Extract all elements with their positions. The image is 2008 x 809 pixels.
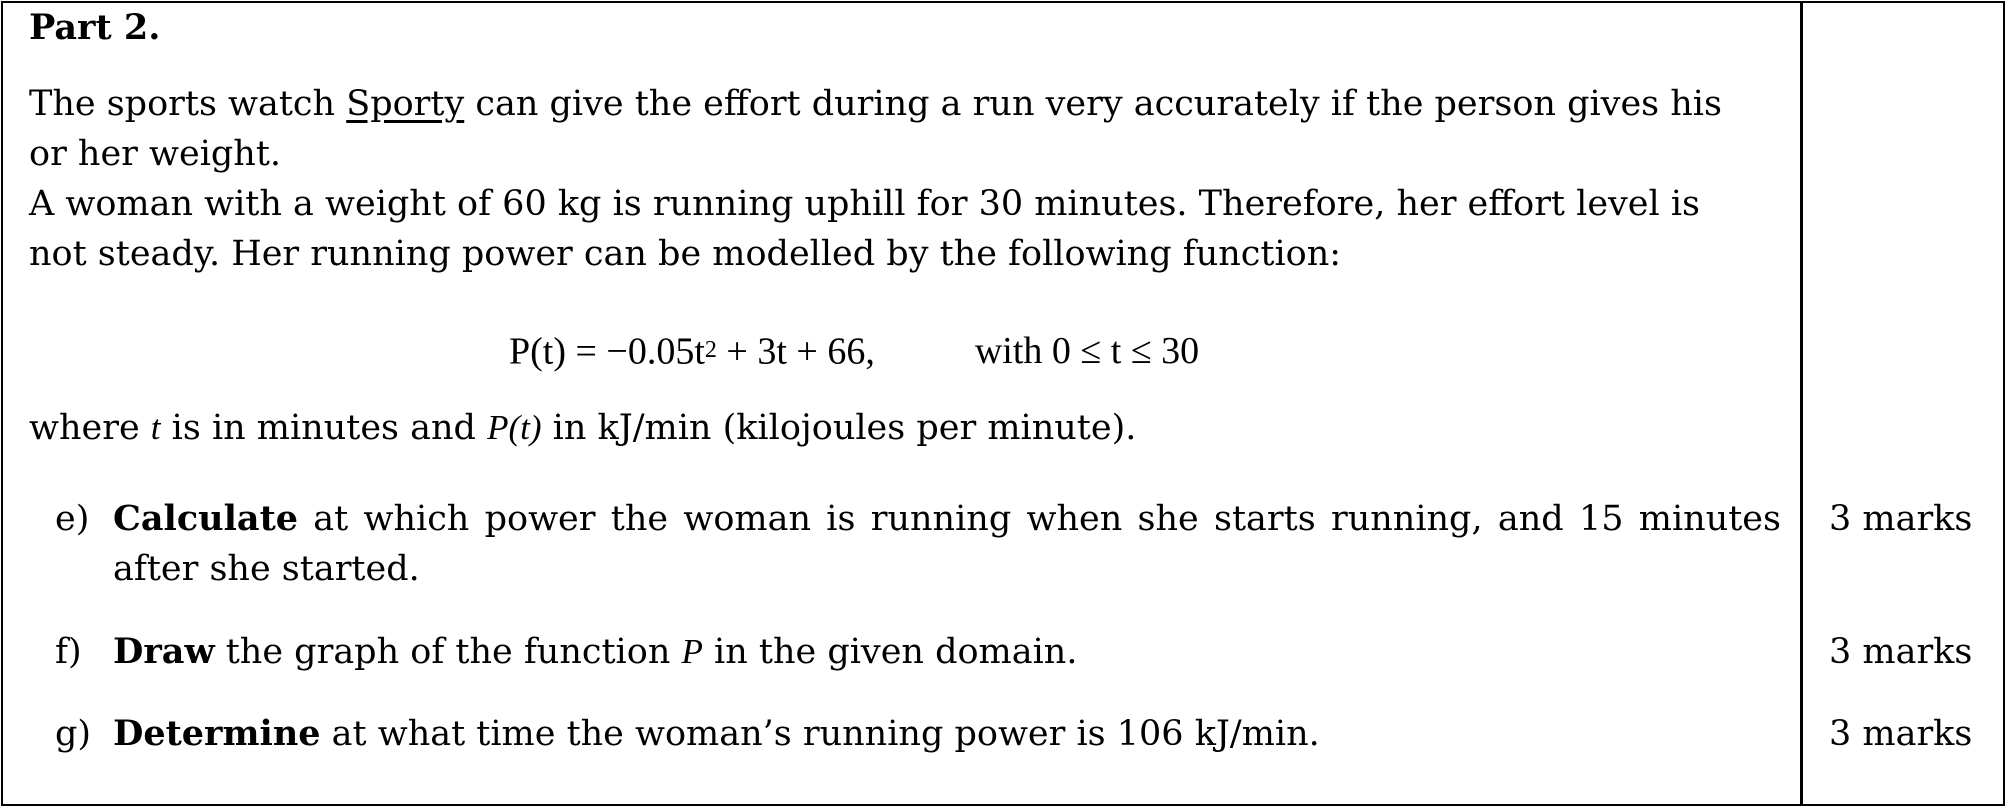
question-e-verb: Calculate — [113, 498, 298, 539]
units-before: where — [29, 408, 151, 448]
question-g-verb: Determine — [113, 713, 321, 754]
units-middle: is in minutes and — [160, 408, 488, 448]
units-var: t — [150, 408, 161, 447]
question-g-text — [113, 709, 1781, 759]
question-f-var: P — [681, 632, 703, 671]
intro-text-before: The sports watch — [29, 84, 347, 124]
question-g-body: at what time the woman’s running power is 106 kJ/min. — [320, 714, 1320, 754]
question-f-verb: Draw — [113, 631, 215, 672]
intro-line-1 — [29, 79, 1722, 129]
intro-para2-line-2: not steady. Her running power can be modelled by the following function: — [29, 234, 1342, 274]
units-func: P(t) — [487, 408, 542, 447]
question-e-body: at which power the woman is running when she starts running, and 15 minutes after she started. — [113, 499, 1781, 589]
formula-exponent: 2 — [704, 337, 717, 363]
question-f-body-before: the graph of the function — [214, 632, 682, 672]
question-f-letter: f) — [55, 632, 82, 672]
question-f-body-after: in the given domain. — [702, 632, 1078, 672]
question-g-letter: g) — [55, 714, 92, 754]
question-e-letter: e) — [55, 499, 90, 539]
power-function-formula — [509, 325, 1199, 383]
question-e-marks: 3 marks — [1829, 499, 1973, 539]
question-f-marks: 3 marks — [1829, 632, 1973, 672]
intro-text-after: can give the effort during a run very accurately if the person gives his — [464, 84, 1722, 124]
formula-lhs: P(t) = −0.05t — [509, 330, 705, 373]
intro-line-2: or her weight. — [29, 134, 282, 174]
intro-para2-line-1: A woman with a weight of 60 kg is running uphill for 30 minutes. Therefore, her effort level is — [29, 184, 1700, 224]
question-e-text — [113, 494, 1781, 594]
formula-rhs: + 3t + 66, — [716, 330, 875, 373]
question-g-marks: 3 marks — [1829, 714, 1973, 754]
units-line — [29, 403, 1136, 453]
marks-column-divider — [1800, 3, 1803, 804]
question-f-text — [113, 627, 1781, 677]
units-after: in kJ/min (kilojoules per minute). — [541, 408, 1137, 448]
question-sheet — [1, 1, 2005, 806]
part-title: Part 2. — [29, 7, 161, 48]
brand-name: Sporty — [346, 84, 465, 124]
formula-domain: with 0 ≤ t ≤ 30 — [974, 330, 1200, 373]
